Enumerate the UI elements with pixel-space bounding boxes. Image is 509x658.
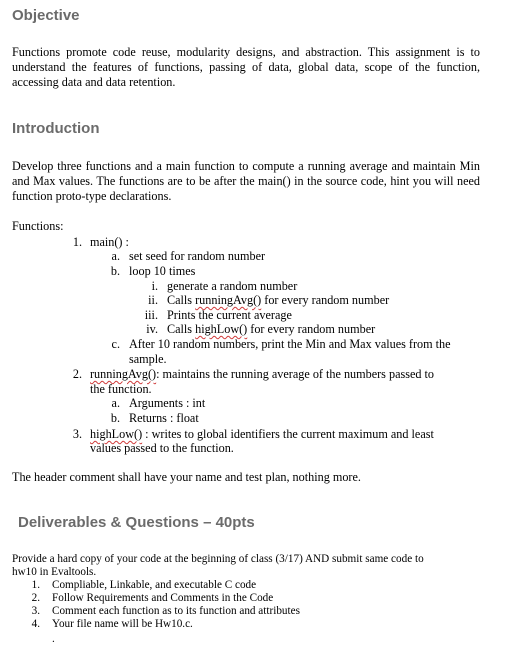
list-marker: 2. [31, 592, 40, 604]
list-item: set seed for random number [129, 249, 266, 263]
list-marker: 3. [31, 605, 40, 617]
list-marker: i. [151, 279, 158, 293]
list-item-highlow [90, 427, 434, 442]
list-item-text: : maintains the running average of the numbers passed to [156, 367, 434, 381]
function-name: main() [90, 235, 123, 249]
list-item-text: : writes to global identifiers the current maximum and least [142, 427, 434, 441]
list-item-text: for every random number [261, 293, 390, 307]
list-item-continuation: values passed to the function. [90, 441, 234, 455]
list-item: Arguments : int [129, 396, 206, 410]
deliverables-heading: Deliverables & Questions – 40pts [18, 514, 255, 531]
list-item-runningavg [90, 367, 434, 382]
function-name: highLow() [195, 322, 248, 336]
list-marker: c. [111, 337, 120, 351]
list-item-main [90, 235, 129, 250]
list-item-text: for every random number [247, 322, 376, 336]
list-item: loop 10 times [129, 264, 196, 278]
functions-label: Functions: [12, 219, 64, 233]
list-marker: a. [111, 249, 120, 263]
list-marker: 3. [72, 427, 82, 441]
function-name: runningAvg() [195, 293, 262, 307]
list-item: generate a random number [167, 279, 298, 293]
function-name: highLow() [90, 427, 143, 441]
header-comment-note: The header comment shall have your name and test plan, nothing more. [12, 470, 361, 484]
list-marker: b. [110, 411, 120, 425]
list-marker: 1. [31, 579, 40, 591]
list-item-continuation: the function. [90, 382, 152, 396]
function-name: runningAvg() [90, 367, 157, 381]
list-item-text: Calls [167, 293, 196, 307]
list-item-calls-runningavg [167, 293, 389, 308]
deliverable-item: Follow Requirements and Comments in the Code [52, 592, 274, 604]
list-item-text: Calls [167, 322, 196, 336]
deliverable-item: Compliable, Linkable, and executable C code [52, 579, 257, 591]
introduction-heading: Introduction [12, 120, 100, 137]
list-item: Prints the current average [167, 308, 292, 322]
list-marker: iii. [144, 308, 158, 322]
list-marker: b. [110, 264, 120, 278]
list-item-calls-highlow [167, 322, 375, 337]
deliverables-text-continuation: hw10 in Evaltools. [12, 566, 97, 578]
objective-heading: Objective [12, 7, 80, 24]
list-marker: iv. [146, 322, 158, 336]
deliverables-text: Provide a hard copy of your code at the beginning of class (3/17) AND submit same code to [12, 553, 424, 565]
list-item-continuation: sample. [129, 352, 167, 366]
deliverable-item: Comment each function as to its function and attributes [52, 605, 300, 617]
deliverable-item: Your file name will be Hw10.c. [52, 618, 193, 630]
objective-text: Functions promote code reuse, modularity designs, and abstraction. This assignment is to understand the features of functions, passing of data, global data, scope of the function, accessing data and data retention. [12, 45, 480, 89]
list-marker: 1. [72, 235, 82, 249]
list-marker: 4. [31, 618, 40, 630]
list-marker: 2. [72, 367, 82, 381]
list-item: After 10 random numbers, print the Min and Max values from the [129, 337, 451, 351]
list-item-text: : [122, 235, 129, 249]
introduction-text: Develop three functions and a main function to compute a running average and maintain Min and Max values. The functions are to be after the main() in the source code, hint you will need function proto-type declarations. [12, 159, 480, 203]
trailing-dot: . [52, 633, 55, 645]
list-item: Returns : float [129, 411, 199, 425]
list-marker: a. [111, 396, 120, 410]
list-marker: ii. [148, 293, 158, 307]
